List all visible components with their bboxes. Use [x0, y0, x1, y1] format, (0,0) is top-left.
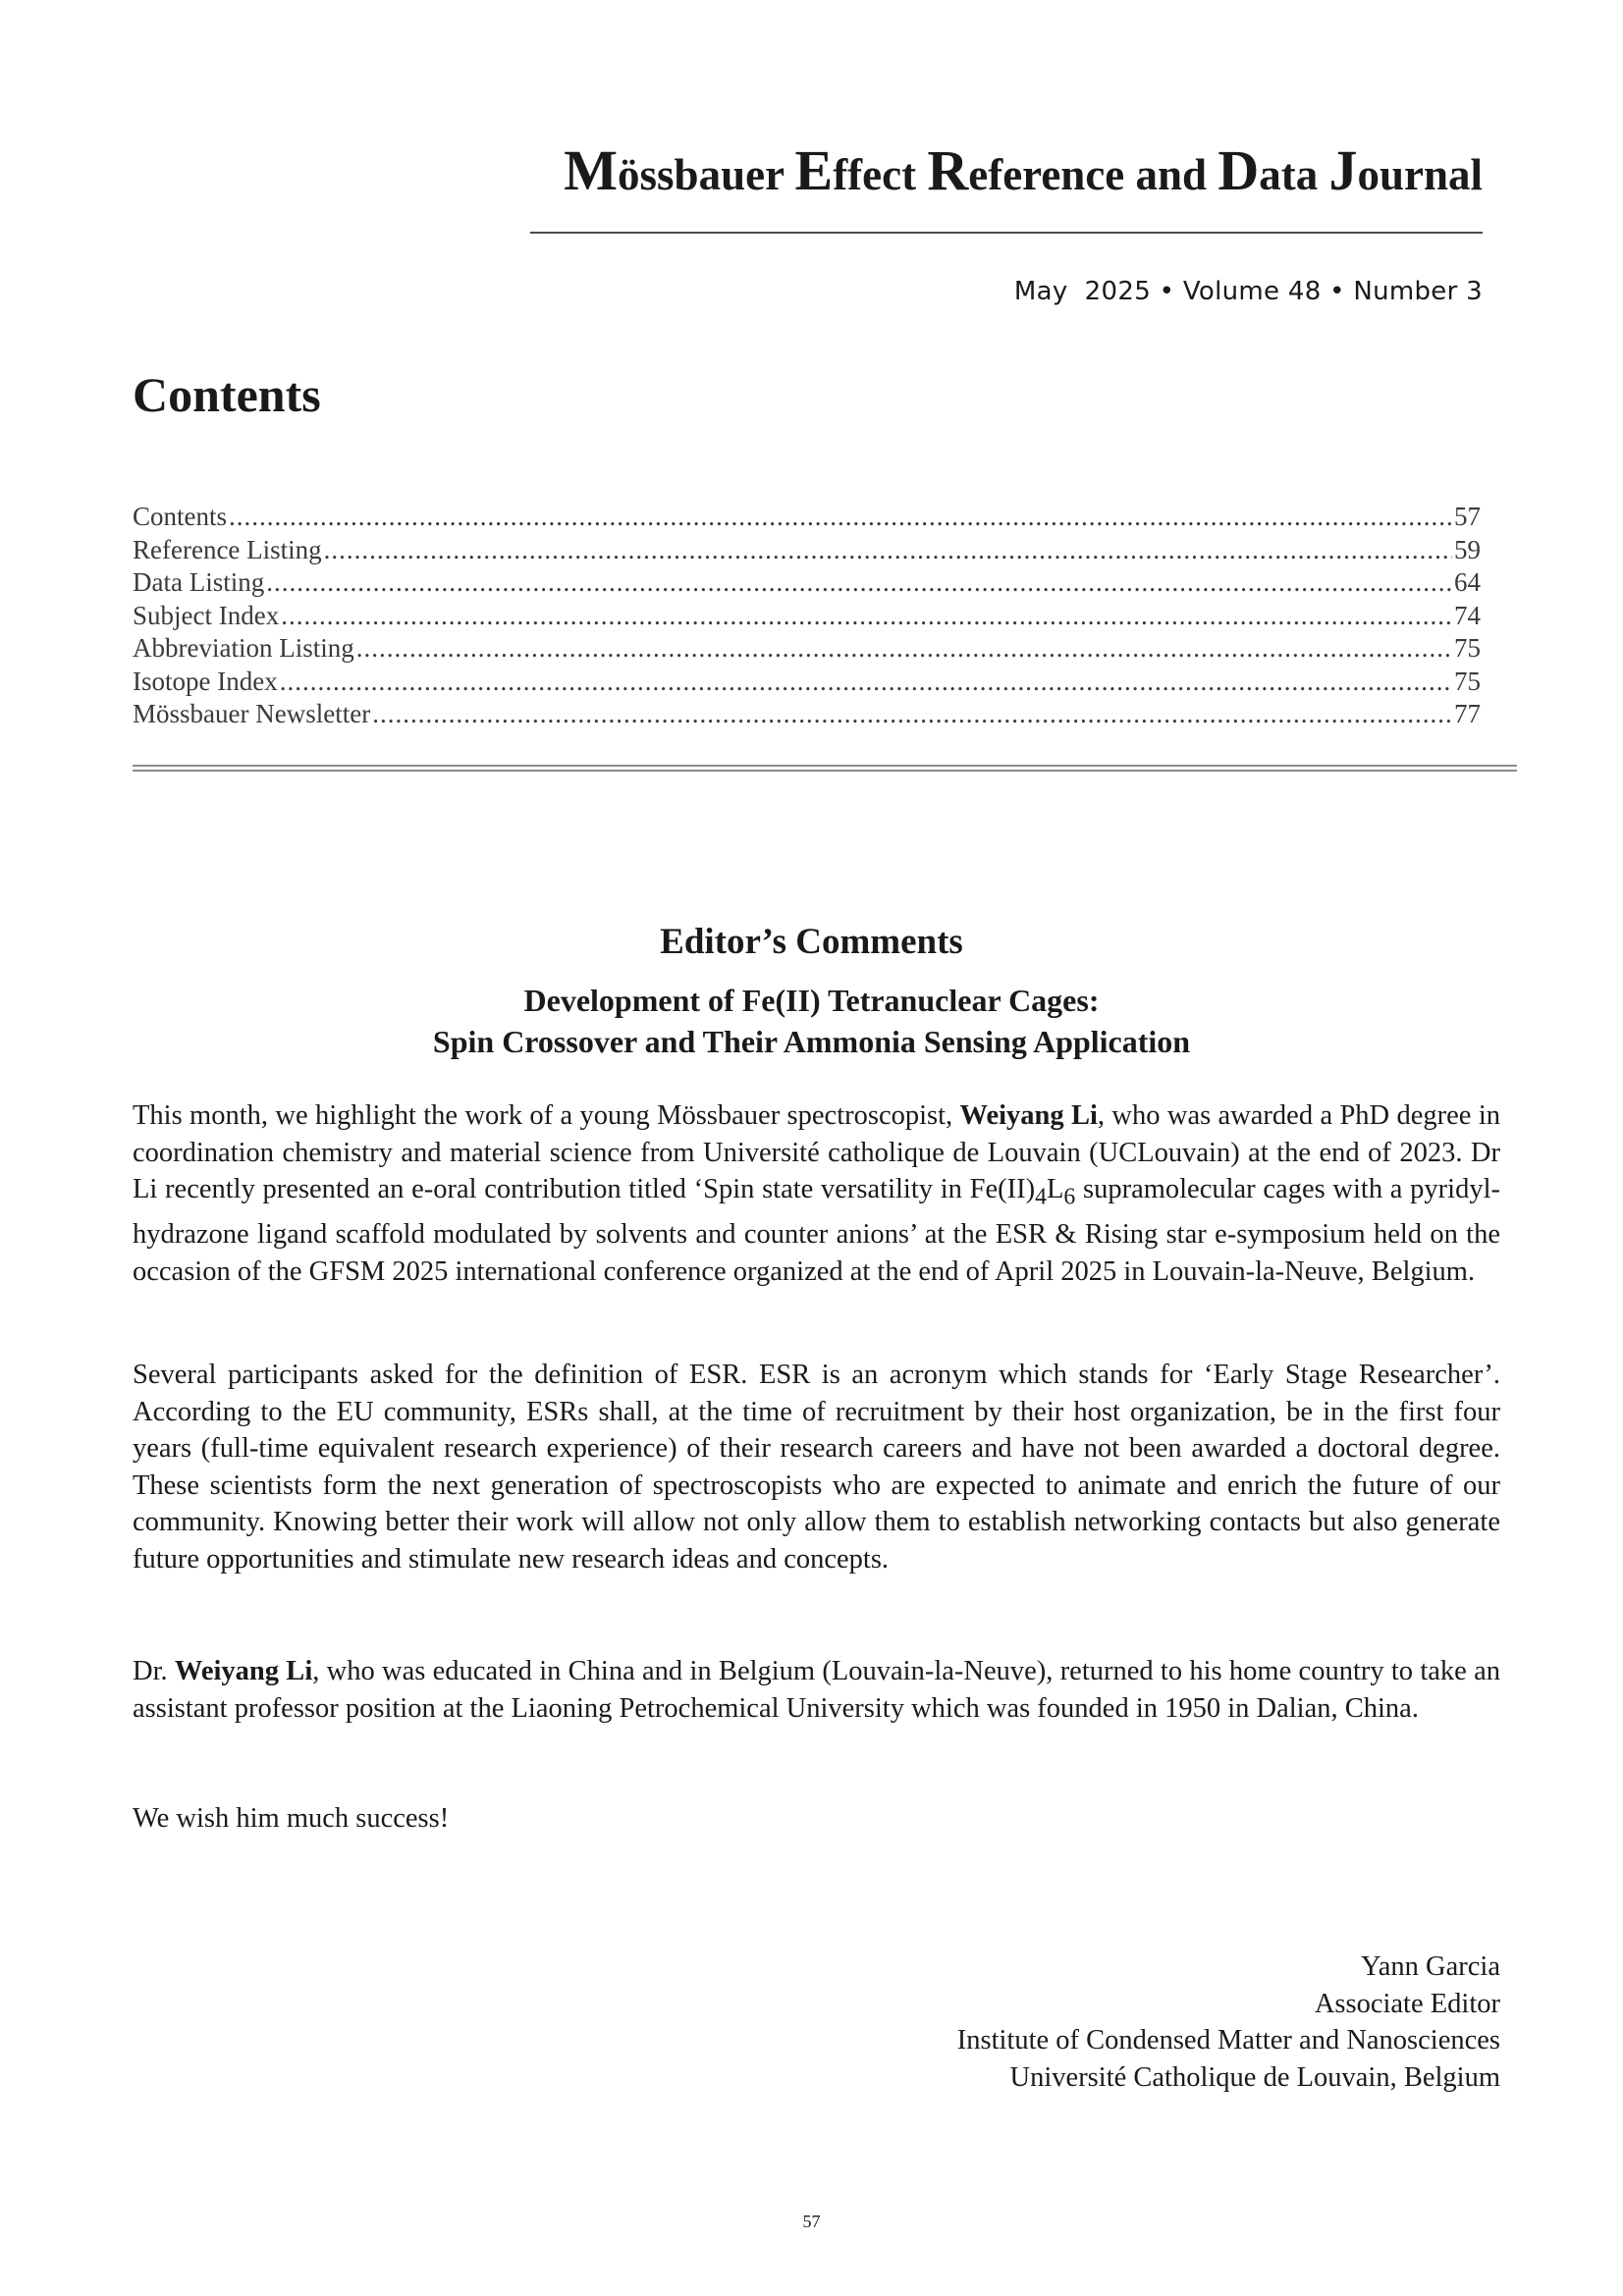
journal-title-initial: E	[794, 138, 834, 202]
paragraph-intro	[133, 1097, 1500, 1290]
toc-item-abbreviation-listing[interactable]	[133, 632, 1481, 666]
toc-leader-dots	[356, 632, 1452, 666]
toc-page-number: 74	[1454, 600, 1481, 630]
journal-title-word: ffect	[833, 150, 928, 199]
toc-page-number: 57	[1454, 502, 1481, 531]
toc-leader-dots	[229, 501, 1452, 534]
toc-page-number: 64	[1454, 567, 1481, 597]
researcher-name: Weiyang Li	[959, 1100, 1098, 1131]
toc-page-number: 75	[1454, 633, 1481, 663]
toc-label: Mössbauer Newsletter	[133, 699, 371, 728]
toc-page-number: 77	[1454, 699, 1481, 728]
paragraph-text: , who was awarded a PhD degree in coordination chemistry and material science from Université catholique de Louvain (UCLouvain) at the end of 2023. Dr Li recently presented an e-oral contribution titled ‘Spin state versatility in Fe(II)	[133, 1100, 1500, 1204]
toc-label: Data Listing	[133, 567, 265, 597]
toc-item-data-listing[interactable]	[133, 566, 1481, 600]
signature-block	[687, 1949, 1500, 2096]
toc-leader-dots	[266, 566, 1452, 600]
paragraph-text: supramolecular cages with a pyridyl-hydrazone ligand scaffold modulated by solvents and counter anions’ at the ESR & Rising star e-symposium held on the occasion of the GFSM 2025 international conference organized at the end of April 2025 in Louvain-la-Neuve, Belgium.	[133, 1174, 1500, 1287]
journal-title-word: össbauer	[618, 150, 795, 199]
paragraph-text: , who was educated in China and in Belgium (Louvain-la-Neuve), returned to his home country to take an assistant professor position at the Liaoning Petrochemical University which was founded in 1950 in Dalian, China.	[133, 1656, 1501, 1724]
toc-item-reference-listing[interactable]	[133, 534, 1481, 567]
toc-leader-dots	[324, 534, 1452, 567]
header-divider	[530, 232, 1483, 234]
editor-comments-subtitle	[0, 980, 1623, 1062]
toc-label: Isotope Index	[133, 666, 278, 696]
journal-title-word: eference and	[968, 150, 1218, 199]
toc-item-mossbauer-newsletter[interactable]	[133, 698, 1481, 731]
journal-title	[530, 138, 1483, 202]
subtitle-line: Spin Crossover and Their Ammonia Sensing Application	[432, 1024, 1191, 1059]
journal-title-word: ata	[1259, 150, 1329, 199]
toc-leader-dots	[280, 666, 1452, 699]
signature-university: Université Catholique de Louvain, Belgium	[1009, 2061, 1500, 2093]
issue-info: May 2025 • Volume 48 • Number 3	[1013, 277, 1483, 306]
toc-label: Reference Listing	[133, 534, 322, 564]
toc-label: Subject Index	[133, 600, 280, 630]
journal-title-initial: M	[564, 138, 619, 202]
toc-leader-dots	[281, 600, 1452, 633]
toc-item-isotope-index[interactable]	[133, 666, 1481, 699]
journal-title-word: ournal	[1357, 150, 1483, 199]
formula-subscript: 6	[1063, 1184, 1076, 1210]
paragraph-esr-definition: Several participants asked for the definition of ESR. ESR is an acronym which stands for ‘Early Stage Researcher’. According to the EU community, ESRs shall, at the time of recruitment by their host organization, be in the first four years (full-time equivalent research experience) of their research careers and have not been awarded a doctoral degree. These scientists form the next generation of spectroscopists who are expected to animate and enrich the future of our community. Knowing better their work will allow not only allow them to establish networking contacts but also generate future opportunities and stimulate new research ideas and concepts.	[133, 1360, 1500, 1575]
journal-title-initial: J	[1328, 138, 1358, 202]
paragraph-text: This month, we highlight the work of a young Mössbauer spectroscopist,	[133, 1100, 960, 1131]
toc-leader-dots	[372, 698, 1452, 731]
journal-title-initial: R	[927, 138, 969, 202]
paragraph-closing: We wish him much success!	[133, 1803, 450, 1834]
signature-role: Associate Editor	[1314, 1988, 1500, 2019]
section-divider-top	[133, 765, 1517, 767]
table-of-contents	[133, 501, 1481, 731]
signature-name: Yann Garcia	[1361, 1951, 1500, 1982]
editor-comments-title: Editor’s Comments	[660, 922, 963, 962]
toc-label: Contents	[133, 502, 228, 531]
signature-institute: Institute of Condensed Matter and Nanosciences	[956, 2025, 1500, 2056]
journal-title-initial: D	[1217, 138, 1260, 202]
paragraph-text: Dr.	[133, 1656, 175, 1686]
formula-subscript: 4	[1035, 1184, 1047, 1210]
paragraph-career	[133, 1653, 1500, 1727]
toc-label: Abbreviation Listing	[133, 633, 354, 663]
paragraph-text: L	[1046, 1174, 1064, 1204]
section-divider-bottom	[133, 770, 1517, 772]
toc-page-number: 59	[1454, 534, 1481, 564]
toc-item-contents[interactable]	[133, 501, 1481, 534]
contents-heading: Contents	[133, 367, 321, 422]
researcher-name: Weiyang Li	[174, 1656, 313, 1686]
toc-item-subject-index[interactable]	[133, 600, 1481, 633]
subtitle-line: Development of Fe(II) Tetranuclear Cages:	[523, 983, 1100, 1018]
page-number: 57	[802, 2212, 821, 2231]
toc-page-number: 75	[1454, 666, 1481, 696]
